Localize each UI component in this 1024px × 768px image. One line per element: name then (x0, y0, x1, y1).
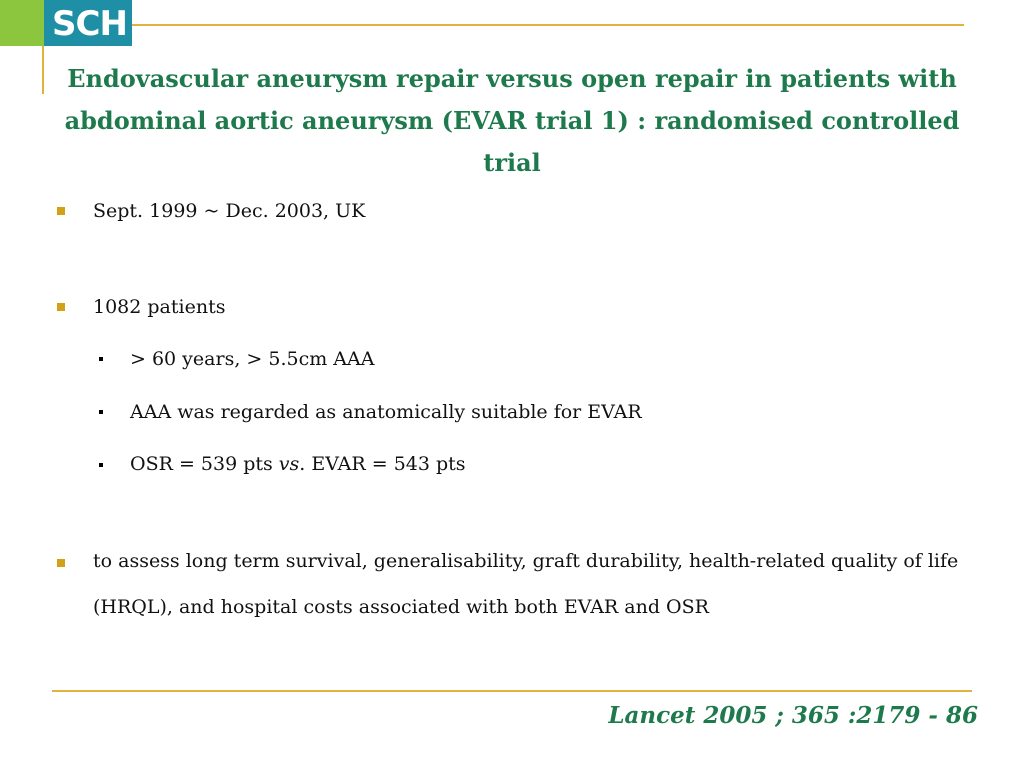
groups-evar-text: . EVAR = 543 pts (299, 453, 466, 475)
logo-green-block (0, 0, 44, 46)
bullet-marker (57, 559, 65, 567)
bullet-aim: to assess long term survival, generalisability, graft durability, health-related quality of life (HRQL), and hospital costs associated with both EVAR and OSR (93, 550, 959, 618)
sch-logo (0, 0, 132, 46)
bullet-period: Sept. 1999 ~ Dec. 2003, UK (93, 200, 366, 222)
bullet-marker (57, 207, 65, 215)
slide-title: Endovascular aneurysm repair versus open repair in patients with abdominal aortic aneurysm (EVAR trial 1) : randomised controlled trial (64, 64, 960, 177)
bullet-patients: 1082 patients (93, 296, 226, 318)
citation: Lancet 2005 ; 365 :2179 - 86 (608, 702, 978, 729)
bullet-marker (57, 303, 65, 311)
top-divider (132, 24, 964, 26)
groups-osr-text: OSR = 539 pts (130, 453, 279, 475)
bottom-divider (52, 690, 972, 692)
sub-bullet-groups (130, 441, 466, 487)
sub-bullet-marker (99, 463, 103, 467)
sub-bullet-marker (99, 410, 103, 414)
sub-bullet-marker (99, 357, 103, 361)
sub-bullet-suitability: AAA was regarded as anatomically suitable for EVAR (130, 401, 642, 423)
sub-bullet-criteria: > 60 years, > 5.5cm AAA (130, 348, 375, 370)
left-accent-line (42, 46, 44, 94)
logo-text: SCH (52, 4, 127, 44)
groups-vs-text: vs (278, 453, 300, 475)
